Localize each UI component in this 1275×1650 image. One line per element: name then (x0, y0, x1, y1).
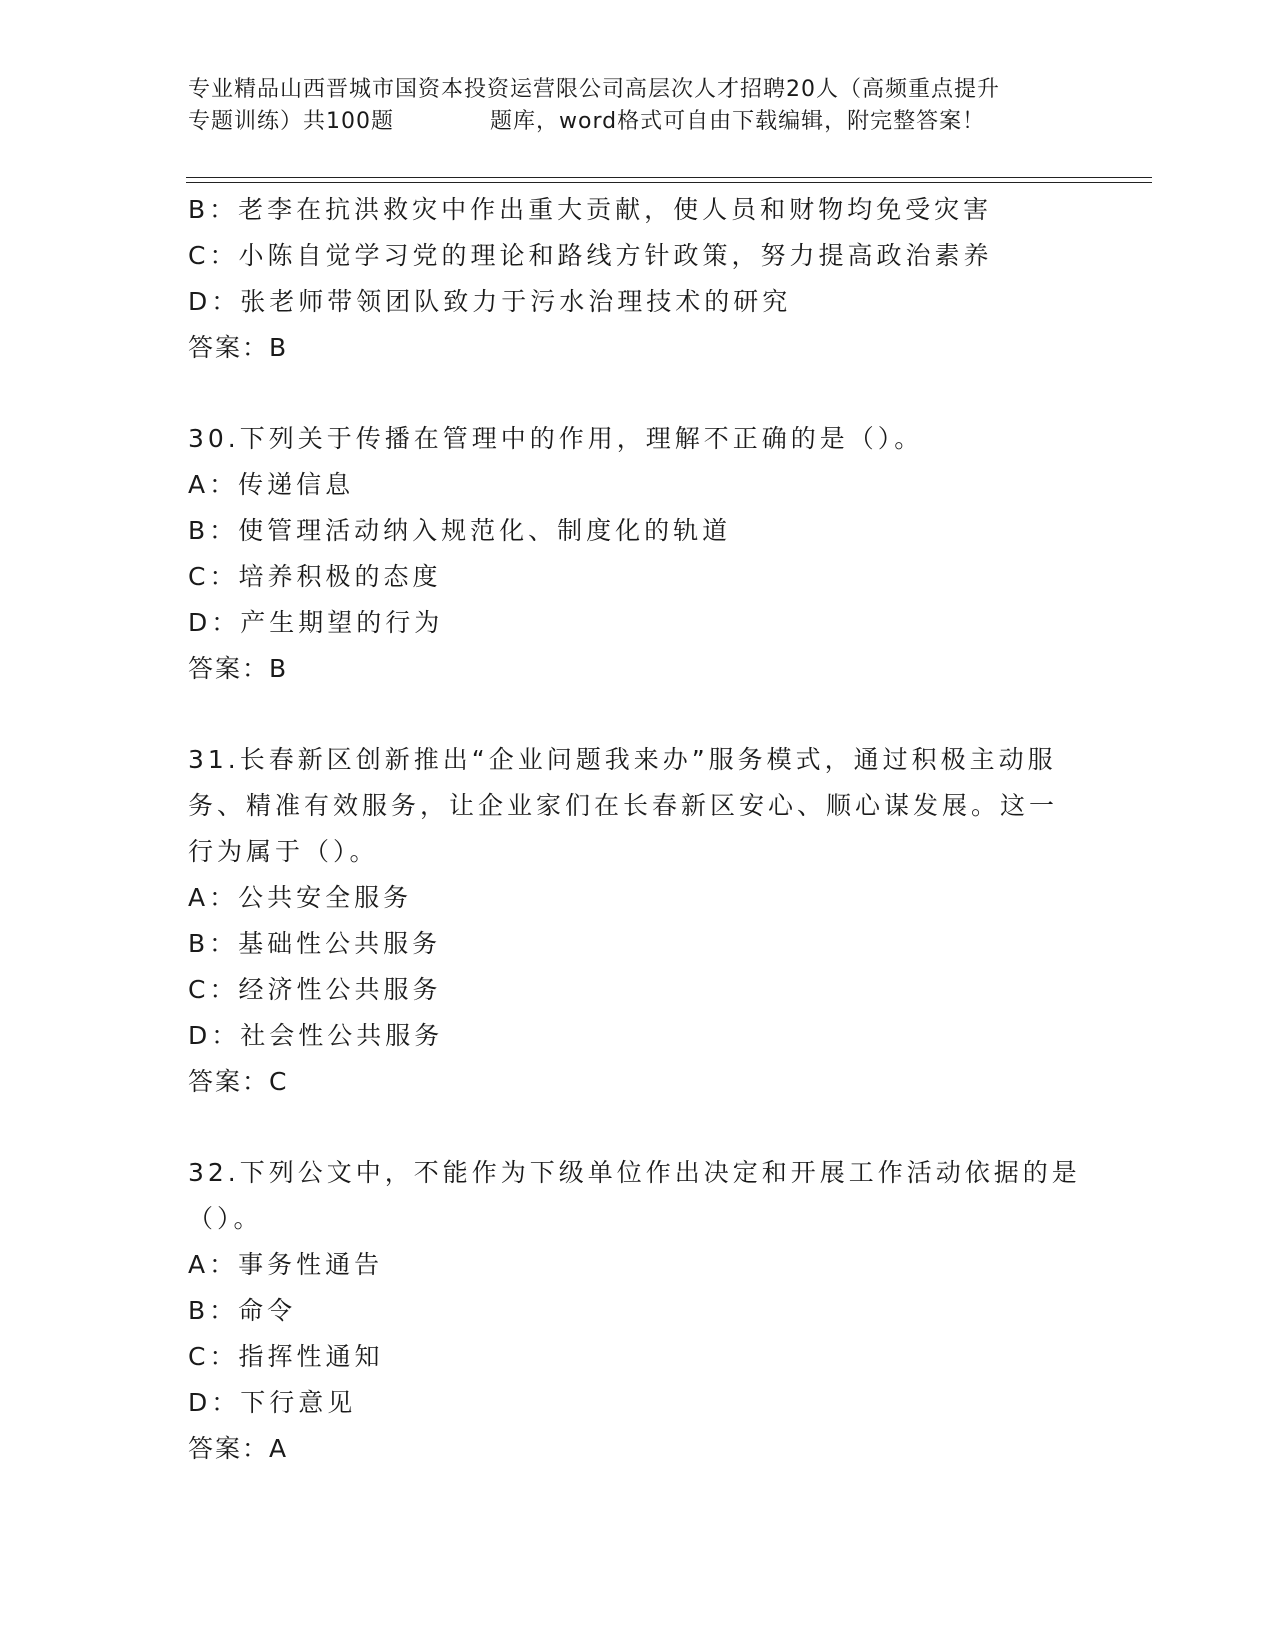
question-spacer (188, 1105, 1088, 1150)
question-stem: （）。 (188, 1204, 263, 1233)
answer-line: 答案：A (188, 1434, 289, 1463)
answer-line: 答案：B (188, 654, 289, 683)
option-line: B：命令 (188, 1296, 297, 1325)
question-block-30 (188, 416, 1088, 692)
header-divider-top (186, 177, 1152, 178)
question-block-32 (188, 1150, 1088, 1472)
question-stem: 30.下列关于传播在管理中的作用，理解不正确的是（）。 (188, 424, 924, 453)
option-line: B：基础性公共服务 (188, 929, 442, 958)
option-line: D：产生期望的行为 (188, 608, 444, 637)
option-line: C：培养积极的态度 (188, 562, 442, 591)
option-line: D：张老师带领团队致力于污水治理技术的研究 (188, 287, 792, 316)
option-line: D：下行意见 (188, 1388, 357, 1417)
option-line: A：公共安全服务 (188, 883, 413, 912)
document-header (188, 74, 1088, 138)
question-list (188, 187, 1088, 1472)
header-line-2 (188, 106, 1088, 138)
option-line: C：小陈自觉学习党的理论和路线方针政策，努力提高政治素养 (188, 241, 993, 270)
option-line: B：使管理活动纳入规范化、制度化的轨道 (188, 516, 732, 545)
option-line: B：老李在抗洪救灾中作出重大贡献，使人员和财物均免受灾害 (188, 195, 993, 224)
option-line: A：传递信息 (188, 470, 355, 499)
option-line: D：社会性公共服务 (188, 1021, 444, 1050)
question-block-31 (188, 737, 1088, 1105)
header-divider-bottom (186, 182, 1152, 183)
header-line-2-left: 专题训练）共100题 (188, 109, 394, 134)
question-stem: 行为属于（）。 (188, 837, 379, 866)
question-stem: 31.长春新区创新推出“企业问题我来办”服务模式，通过积极主动服 (188, 745, 1057, 774)
question-stem: 务、精准有效服务，让企业家们在长春新区安心、顺心谋发展。这一 (188, 791, 1059, 820)
question-spacer (188, 371, 1088, 416)
question-spacer (188, 692, 1088, 737)
header-line-2-right: 题库，word格式可自由下载编辑，附完整答案！ (490, 109, 986, 134)
option-line: C：指挥性通知 (188, 1342, 384, 1371)
option-line: C：经济性公共服务 (188, 975, 442, 1004)
answer-line: 答案：C (188, 1067, 289, 1096)
answer-line: 答案：B (188, 333, 289, 362)
question-stem: 32.下列公文中，不能作为下级单位作出决定和开展工作活动依据的是 (188, 1158, 1081, 1187)
header-line-1: 专业精品山西晋城市国资本投资运营限公司高层次人才招聘20人（高频重点提升 (188, 77, 1000, 102)
question-block-continued (188, 187, 1088, 371)
option-line: A：事务性通告 (188, 1250, 384, 1279)
